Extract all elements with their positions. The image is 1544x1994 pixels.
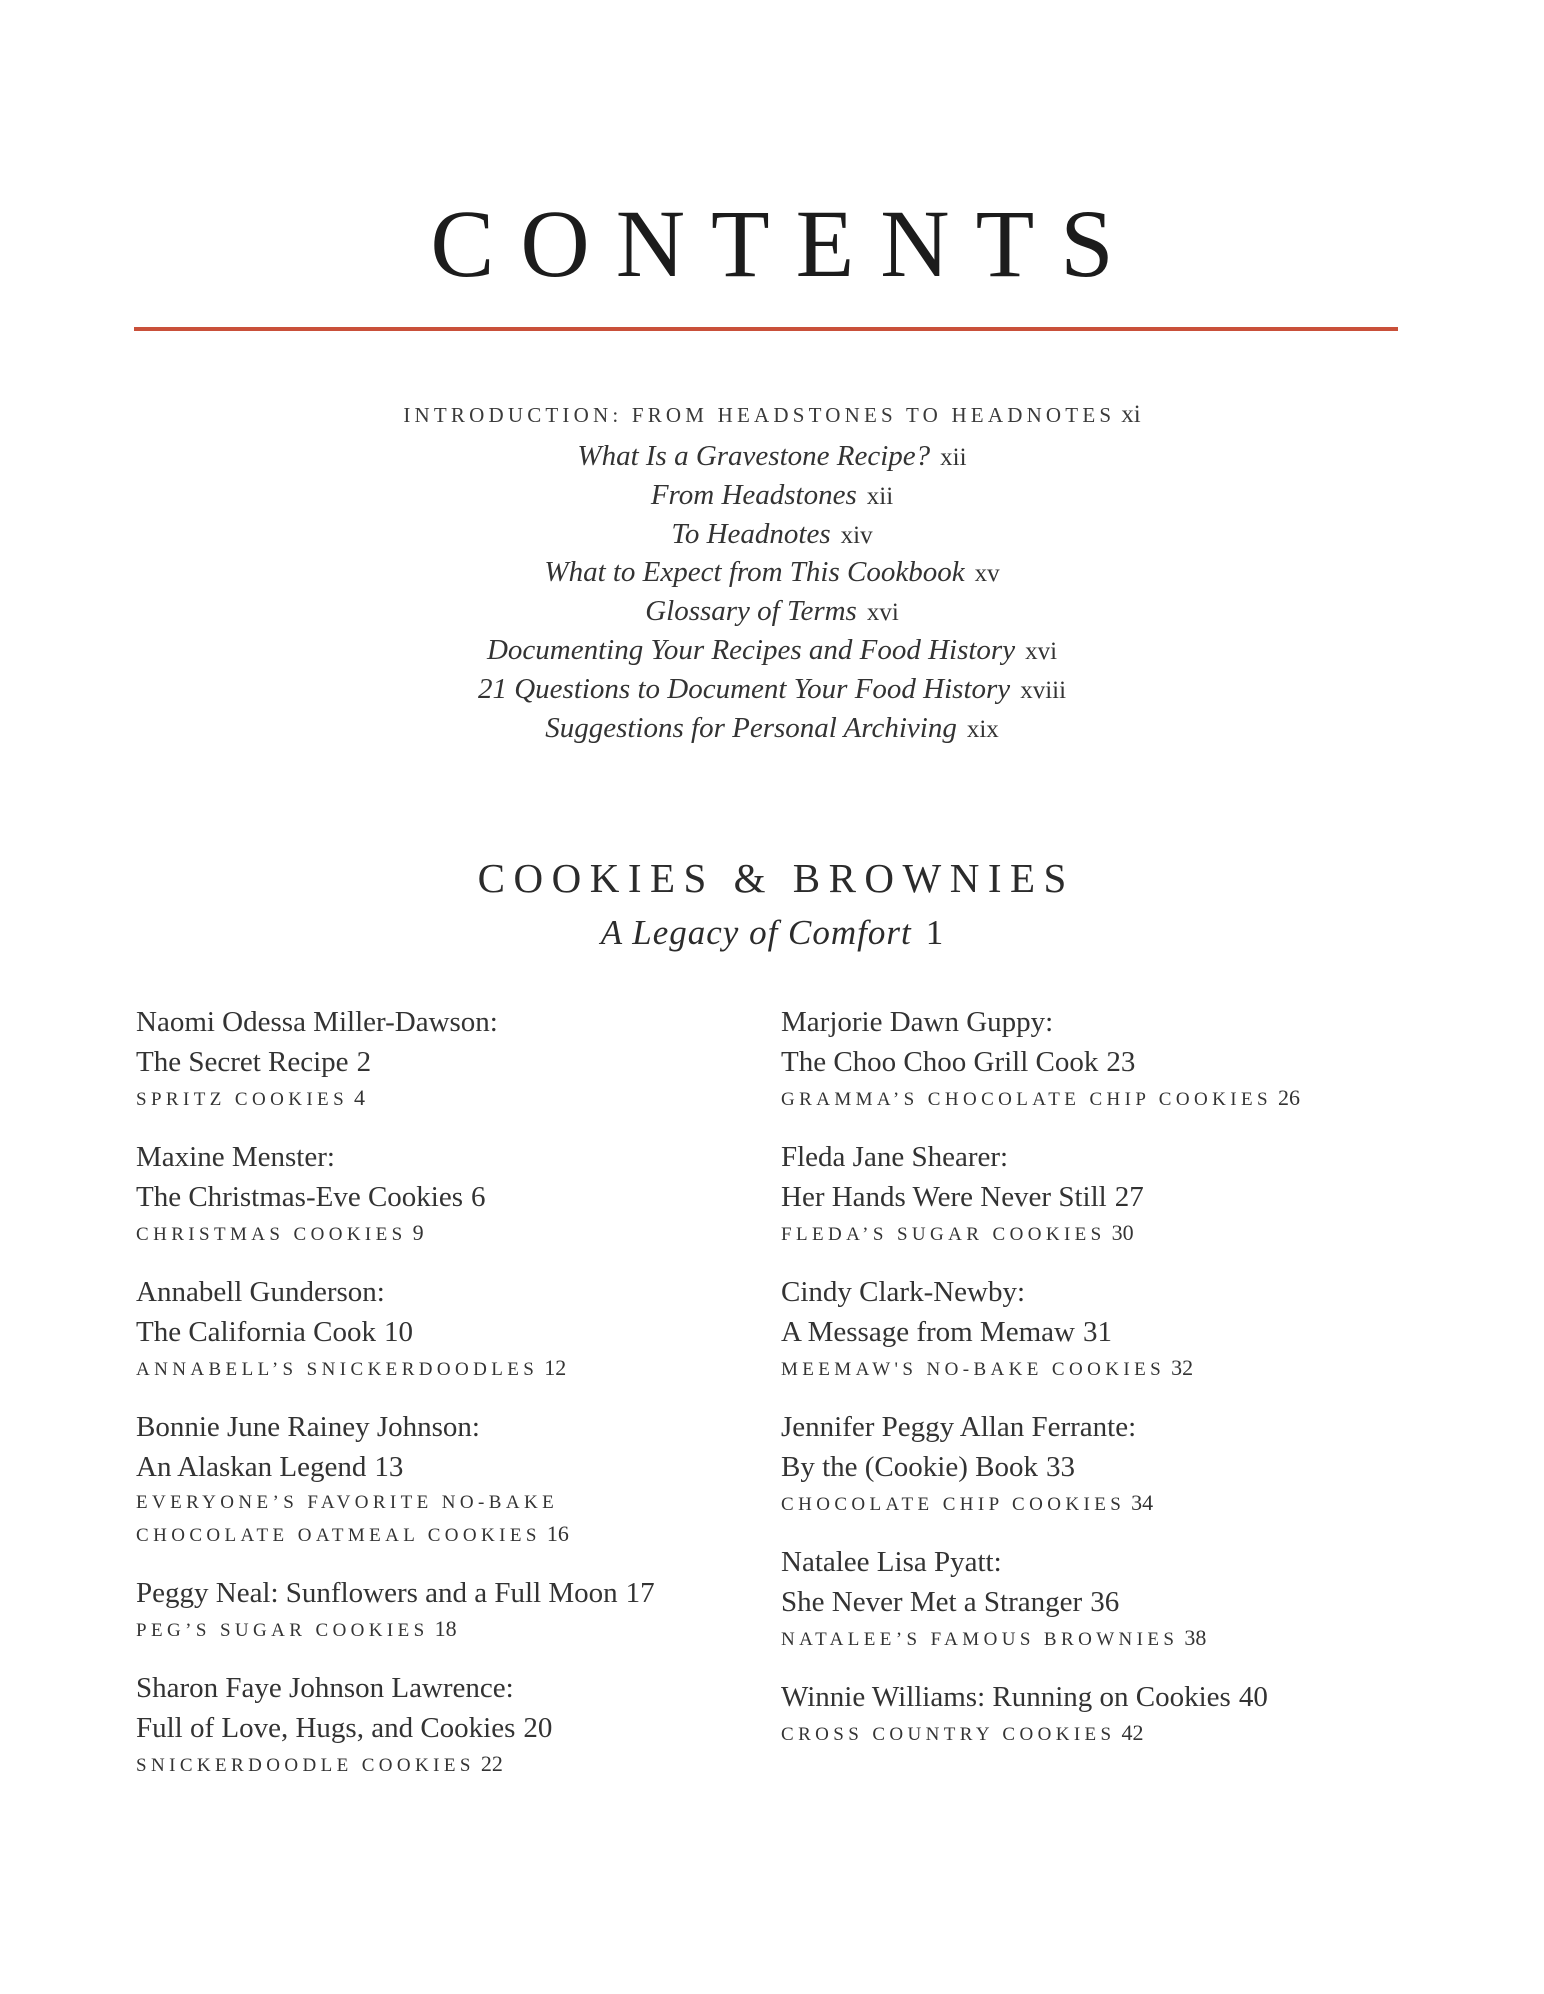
intro-item[interactable] xyxy=(0,632,1544,671)
section-subtitle[interactable] xyxy=(0,912,1544,954)
toc-entry[interactable] xyxy=(781,1677,1401,1750)
intro-item-page: xvi xyxy=(1025,637,1058,665)
entry-story-title: Full of Love, Hugs, and Cookies xyxy=(136,1712,516,1744)
entry-recipe-title: CROSS COUNTRY COOKIES xyxy=(781,1724,1116,1745)
intro-item-title: From Headstones xyxy=(650,478,857,511)
intro-item-page: xv xyxy=(974,560,1000,588)
entry-recipe xyxy=(781,1717,1401,1750)
entry-story-title: The California Cook xyxy=(136,1316,377,1348)
page-title: CONTENTS xyxy=(430,190,1140,297)
entry-story-title: Peggy Neal: Sunflowers and a Full Moon xyxy=(136,1577,618,1609)
entry-story-page: 6 xyxy=(471,1181,486,1213)
intro-item-page: xvi xyxy=(866,599,899,627)
intro-item[interactable] xyxy=(0,593,1544,632)
intro-item[interactable] xyxy=(0,710,1544,749)
entry-recipe-title: SPRITZ COOKIES xyxy=(136,1089,349,1110)
entry-recipe-line-1 xyxy=(136,1487,756,1518)
entry-story xyxy=(136,1042,756,1082)
title-divider xyxy=(134,327,1398,331)
left-column xyxy=(136,1002,756,1803)
entry-author: Bonnie June Rainey Johnson: xyxy=(136,1411,480,1443)
entry-recipe-page: 34 xyxy=(1131,1490,1154,1515)
entry-story-page: 2 xyxy=(356,1046,372,1078)
entry-story-page: 10 xyxy=(384,1316,414,1348)
entry-recipe xyxy=(136,1748,756,1781)
intro-item[interactable] xyxy=(0,477,1544,516)
entry-recipe-title: EVERYONE’S FAVORITE NO-BAKE xyxy=(136,1492,559,1513)
entry-author: Naomi Odessa Miller-Dawson: xyxy=(136,1006,498,1038)
entry-story-title: An Alaskan Legend xyxy=(136,1451,367,1483)
intro-item-page: xii xyxy=(866,482,894,510)
entry-author: Natalee Lisa Pyatt: xyxy=(781,1546,1002,1578)
entry-recipe xyxy=(136,1217,756,1250)
entry-story xyxy=(781,1177,1401,1217)
toc-entry[interactable] xyxy=(136,1272,756,1385)
entry-story-page: 20 xyxy=(523,1712,553,1744)
toc-entry[interactable] xyxy=(136,1407,756,1551)
entry-story-page: 40 xyxy=(1238,1681,1268,1713)
entry-story xyxy=(136,1312,756,1352)
entry-author: Jennifer Peggy Allan Ferrante: xyxy=(781,1411,1137,1443)
entry-story xyxy=(136,1708,756,1748)
entry-recipe xyxy=(781,1487,1401,1520)
entry-recipe xyxy=(781,1622,1401,1655)
introduction-heading-text: INTRODUCTION: FROM HEADSTONES TO HEADNOTES xyxy=(403,403,1116,427)
entry-story xyxy=(136,1573,756,1613)
entry-story-title: The Choo Choo Grill Cook xyxy=(781,1046,1099,1078)
entry-author: Maxine Menster: xyxy=(136,1141,335,1173)
intro-item-title: 21 Questions to Document Your Food History xyxy=(477,672,1011,705)
intro-item-page: xviii xyxy=(1020,676,1067,704)
entry-recipe-page: 18 xyxy=(434,1616,457,1641)
entry-story xyxy=(136,1447,756,1487)
intro-item-page: xiv xyxy=(840,521,873,549)
right-column xyxy=(781,1002,1401,1772)
intro-item-title: What to Expect from This Cookbook xyxy=(544,556,965,589)
toc-entry[interactable] xyxy=(136,1002,756,1115)
section-subtitle-text: A Legacy of Comfort xyxy=(600,913,912,952)
intro-item[interactable] xyxy=(0,554,1544,593)
entry-recipe-page: 42 xyxy=(1121,1720,1144,1745)
entry-story-page: 23 xyxy=(1106,1046,1136,1078)
entry-recipe-title: MEEMAW'S NO-BAKE COOKIES xyxy=(781,1359,1166,1380)
intro-item-title: Glossary of Terms xyxy=(645,595,857,628)
entry-recipe-page: 38 xyxy=(1184,1625,1207,1650)
entry-recipe-page: 26 xyxy=(1277,1085,1300,1110)
entry-recipe-title: FLEDA’S SUGAR COOKIES xyxy=(781,1224,1106,1245)
entry-story-page: 17 xyxy=(625,1577,655,1609)
toc-entry[interactable] xyxy=(781,1272,1401,1385)
entry-story-page: 13 xyxy=(374,1451,404,1483)
entry-recipe-title: SNICKERDOODLE COOKIES xyxy=(136,1755,475,1776)
section-heading[interactable]: COOKIES & BROWNIES xyxy=(477,855,1075,901)
entry-story-page: 31 xyxy=(1082,1316,1112,1348)
introduction-block xyxy=(0,400,1544,748)
entry-recipe-title: ANNABELL’S SNICKERDOODLES xyxy=(136,1359,539,1380)
entry-recipe xyxy=(136,1613,756,1646)
entry-story xyxy=(781,1312,1401,1352)
introduction-page-number: xi xyxy=(1121,401,1141,428)
entry-story-title: A Message from Memaw xyxy=(781,1316,1075,1348)
entry-author: Cindy Clark-Newby: xyxy=(781,1276,1026,1308)
intro-item[interactable] xyxy=(0,516,1544,555)
intro-item[interactable] xyxy=(0,438,1544,477)
entry-recipe-page: 30 xyxy=(1111,1220,1134,1245)
entry-recipe-page: 16 xyxy=(546,1521,569,1546)
intro-item-page: xix xyxy=(966,715,999,743)
entry-recipe-page: 12 xyxy=(544,1355,567,1380)
entry-author: Marjorie Dawn Guppy: xyxy=(781,1006,1054,1038)
entry-recipe-page: 32 xyxy=(1171,1355,1194,1380)
entry-recipe xyxy=(781,1217,1401,1250)
entry-author: Annabell Gunderson: xyxy=(136,1276,385,1308)
toc-entry[interactable] xyxy=(781,1407,1401,1520)
toc-entry[interactable] xyxy=(781,1542,1401,1655)
entry-story xyxy=(136,1177,756,1217)
entry-recipe xyxy=(136,1352,756,1385)
entry-recipe-page: 22 xyxy=(480,1751,503,1776)
entry-recipe-page: 9 xyxy=(412,1220,424,1245)
entry-recipe-title: NATALEE’S FAMOUS BROWNIES xyxy=(781,1629,1179,1650)
entry-story-title: Winnie Williams: Running on Cookies xyxy=(781,1681,1231,1713)
entry-story-title: The Secret Recipe xyxy=(136,1046,349,1078)
toc-entry[interactable] xyxy=(781,1002,1401,1115)
intro-item-title: What Is a Gravestone Recipe? xyxy=(577,440,931,472)
entry-recipe xyxy=(781,1352,1401,1385)
entry-recipe xyxy=(136,1082,756,1115)
entry-story xyxy=(781,1447,1401,1487)
entry-recipe xyxy=(136,1518,756,1551)
entry-story-page: 33 xyxy=(1045,1451,1075,1483)
toc-entry[interactable] xyxy=(136,1137,756,1250)
entry-story xyxy=(781,1042,1401,1082)
entry-story-title: Her Hands Were Never Still xyxy=(781,1181,1107,1213)
section-page-number: 1 xyxy=(925,913,944,952)
intro-item[interactable] xyxy=(0,671,1544,710)
entry-recipe-title: CHRISTMAS COOKIES xyxy=(136,1224,407,1245)
intro-item-title: Suggestions for Personal Archiving xyxy=(545,711,957,744)
entry-author: Sharon Faye Johnson Lawrence: xyxy=(136,1672,514,1704)
entry-recipe-title-cont: CHOCOLATE OATMEAL COOKIES xyxy=(136,1525,541,1546)
entry-story xyxy=(781,1582,1401,1622)
intro-item-title: To Headnotes xyxy=(671,517,831,550)
entry-story-page: 27 xyxy=(1114,1181,1144,1213)
intro-item-title: Documenting Your Recipes and Food History xyxy=(486,633,1016,666)
entry-recipe xyxy=(781,1082,1401,1115)
entry-recipe-page: 4 xyxy=(354,1085,366,1110)
entry-story-title: By the (Cookie) Book xyxy=(781,1451,1038,1483)
introduction-heading[interactable] xyxy=(0,400,1544,430)
toc-entry[interactable] xyxy=(781,1137,1401,1250)
entry-story-title: She Never Met a Stranger xyxy=(781,1586,1083,1618)
entry-author: Fleda Jane Shearer: xyxy=(781,1141,1009,1173)
entry-recipe-title: GRAMMA’S CHOCOLATE CHIP COOKIES xyxy=(781,1089,1272,1110)
entry-story-title: The Christmas-Eve Cookies xyxy=(136,1181,464,1213)
entry-story-page: 36 xyxy=(1090,1586,1120,1618)
toc-entry[interactable] xyxy=(136,1573,756,1646)
entry-recipe-title: CHOCOLATE CHIP COOKIES xyxy=(781,1494,1126,1515)
toc-entry[interactable] xyxy=(136,1668,756,1781)
entry-story xyxy=(781,1677,1401,1717)
intro-item-page: xii xyxy=(940,444,967,471)
entry-recipe-title: PEG’S SUGAR COOKIES xyxy=(136,1620,429,1641)
